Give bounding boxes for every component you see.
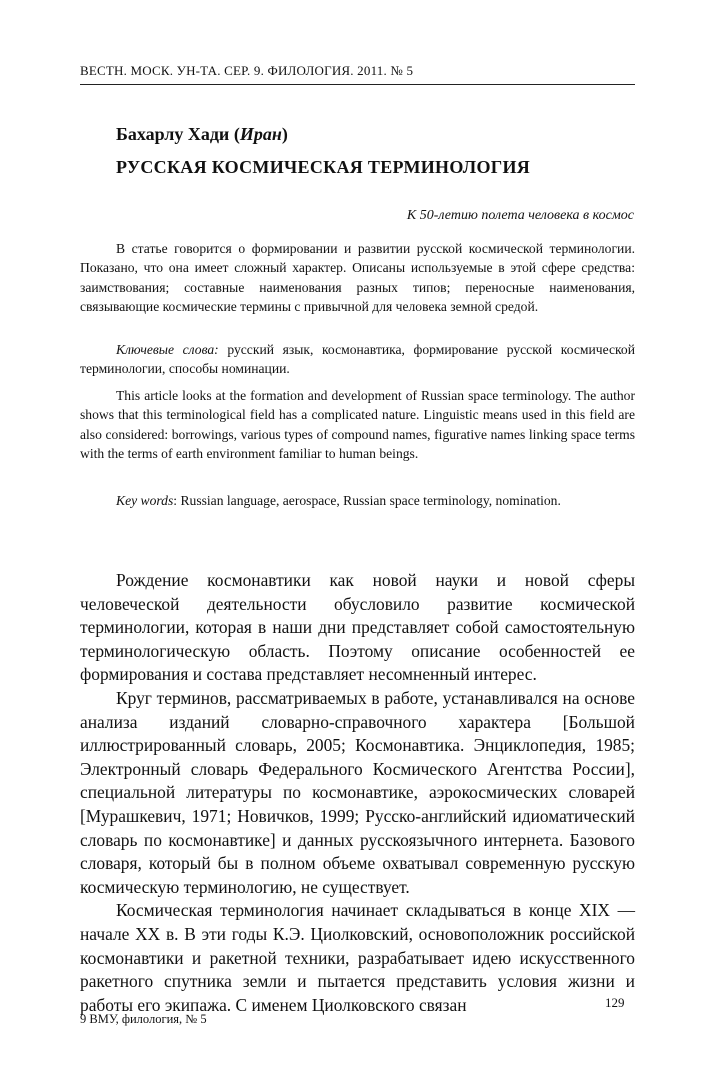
body-paragraph-3: Космическая терминология начинает складываться в конце XIX — начале XX в. В эти годы К.Э. Циолковский, основоположник российской космонавтики и ракетной техники, разрабатывает идею искусственного ракетного спутника земли и пытается представить условия жизни и работы его экипажа. С именем Циолковского связан xyxy=(80,900,635,1015)
author-country: Иран xyxy=(239,124,282,144)
body-paragraph-1: Рождение космонавтики как новой науки и новой сферы человеческой деятельности обусловило развитие космической терминологии, которая в наши дни представляет собой самостоятельную терминологическую область. Поэтому описание особенностей ее формирования и состава представляет несомненный интерес. xyxy=(80,570,635,685)
header-rule xyxy=(80,84,635,85)
keywords-ru-label: Ключевые слова: xyxy=(116,342,219,357)
page-number: 129 xyxy=(605,995,625,1010)
keywords-ru-text: русский язык, космонавтика, формирование русской космической терминологии, способы номинации. xyxy=(80,342,635,377)
author-line: Бахарлу Хади (Иран) xyxy=(116,124,288,144)
keywords-en-text: : Russian language, aerospace, Russian space terminology, nomination. xyxy=(173,493,561,508)
abstract-ru xyxy=(80,239,635,317)
author-name: Бахарлу Хади xyxy=(116,124,230,144)
abstract-en-text: This article looks at the formation and development of Russian space terminology. The author shows that this terminological field has a complicated nature. Linguistic means used in this field are also considered: borrowings, various types of compound names, figurative names linking space terms with the terms of earth environment familiar to human beings. xyxy=(80,388,635,462)
dedication: К 50-летию полета человека в космос xyxy=(406,208,634,223)
running-header: ВЕСТН. МОСК. УН-ТА. СЕР. 9. ФИЛОЛОГИЯ. 2011. № 5 xyxy=(80,63,414,78)
body-paragraph-2: Круг терминов, рассматриваемых в работе, устанавливался на основе анализа изданий словарно-справочного характера [Большой иллюстрированный словарь, 2005; Космонавтика. Энциклопедия, 1985; Электронный словарь Федерального Космического Агентства России], специальной литературы по космонавтике, аэрокосмических словарей [Мурашкевич, 1971; Новичков, 1999; Русско-английский идиоматический словарь по космонавтике] и данных русскоязычного интернета. Базового словаря, который бы в полном объеме охватывал современную русскую космическую терминологию, не существует. xyxy=(80,687,635,897)
abstract-ru-text: В статье говорится о формировании и развитии русской космической терминологии. Показано, что она имеет сложный характер. Описаны используемые в этой сфере средства: заимствования; составные наименования разных типов; переносные наименования, связывающие космические термины с привычной для человека земной средой. xyxy=(80,241,635,315)
printer-signature: 9 ВМУ, филология, № 5 xyxy=(80,1012,207,1026)
article-body xyxy=(80,569,635,1017)
abstract-en xyxy=(80,386,635,464)
article-title: РУССКАЯ КОСМИЧЕСКАЯ ТЕРМИНОЛОГИЯ xyxy=(116,157,531,177)
keywords-ru xyxy=(80,340,635,379)
keywords-en-label: Key words xyxy=(116,493,174,508)
keywords-en xyxy=(80,491,635,510)
